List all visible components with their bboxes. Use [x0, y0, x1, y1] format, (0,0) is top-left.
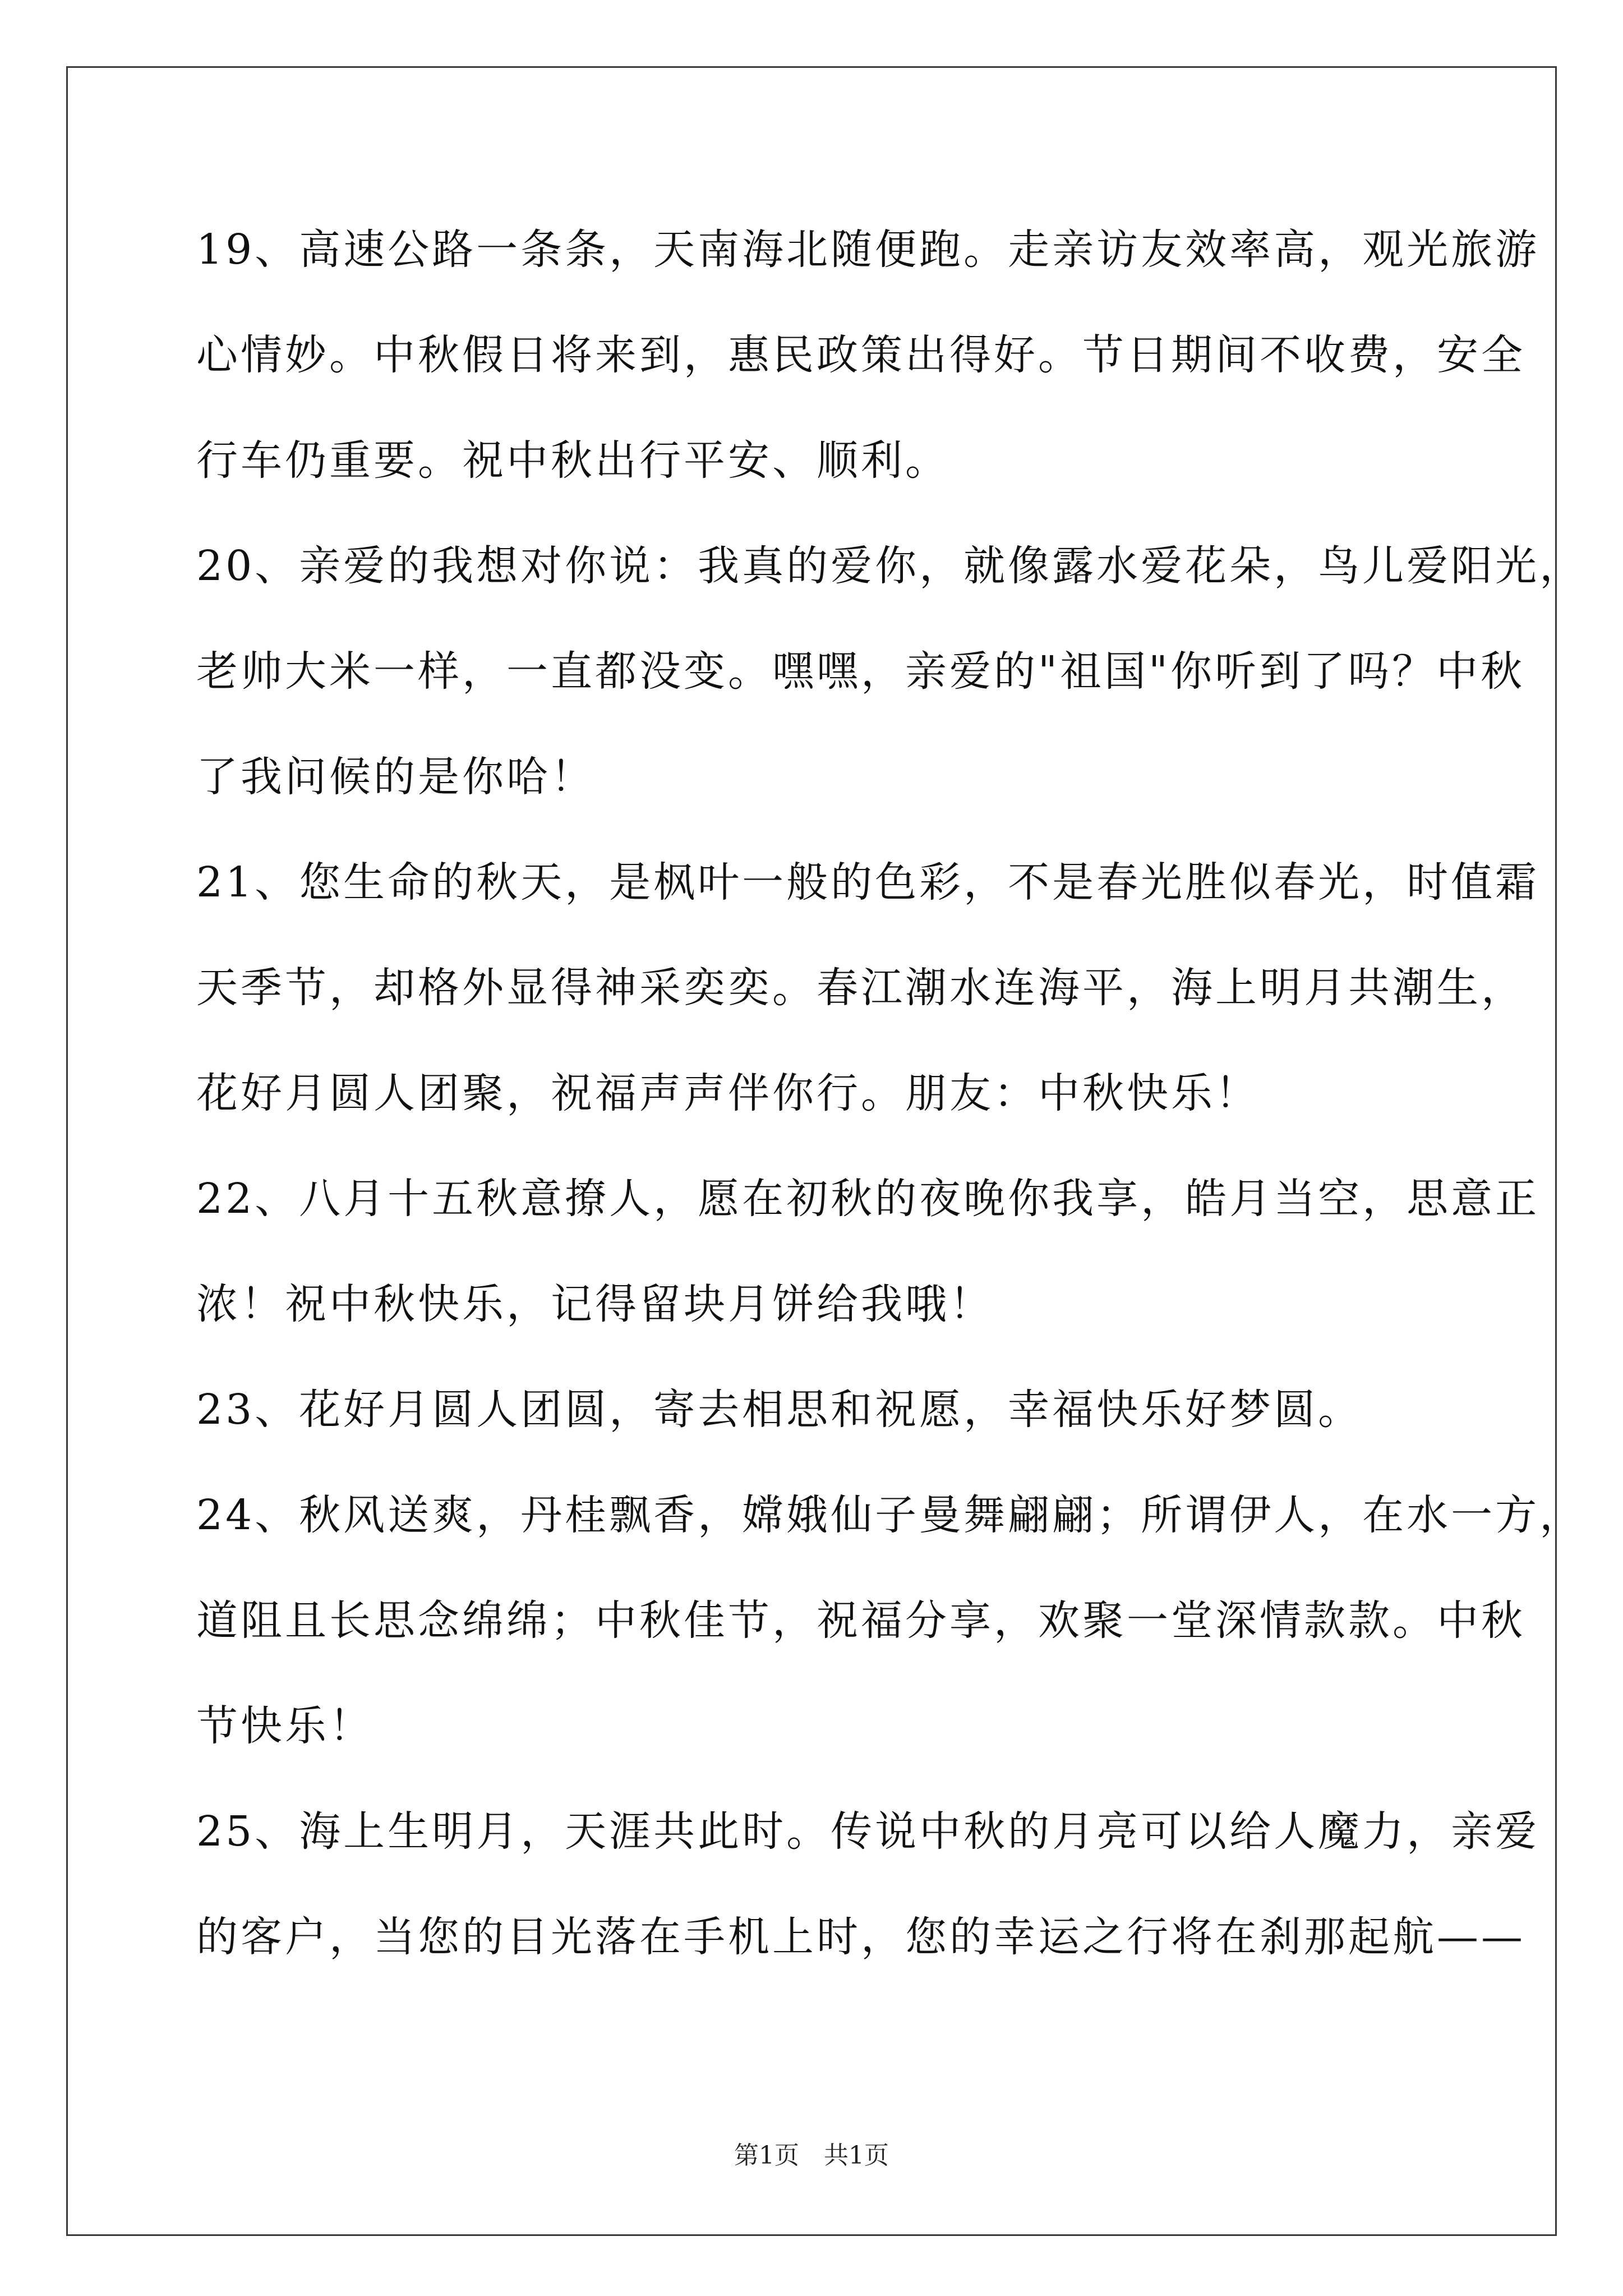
text-line: 25、海上生明月，天涯共此时。传说中秋的月亮可以给人魔力，亲爱: [196, 1807, 1540, 1856]
text-line: 节快乐！: [196, 1702, 374, 1750]
page-number-footer: 第1页 共1页: [734, 2141, 889, 2170]
text-line: 24、秋风送爽，丹桂飘香，嫦娥仙子曼舞翩翩；所谓伊人，在水一方，: [196, 1491, 1584, 1539]
text-line: 20、亲爱的我想对你说：我真的爱你，就像露水爱花朵，鸟儿爱阳光，: [196, 542, 1584, 590]
text-line: 行车仍重要。祝中秋出行平安、顺利。: [196, 436, 949, 485]
text-line: 了我问候的是你哈！: [196, 753, 595, 801]
text-line: 道阻且长思念绵绵；中秋佳节，祝福分享，欢聚一堂深情款款。中秋: [196, 1596, 1525, 1645]
text-line: 22、八月十五秋意撩人，愿在初秋的夜晚你我享，皓月当空，思意正: [196, 1175, 1540, 1223]
text-line: 的客户，当您的目光落在手机上时，您的幸运之行将在刹那起航——: [196, 1913, 1525, 1961]
text-line: 天季节，却格外显得神采奕奕。春江潮水连海平，海上明月共潮生，: [196, 964, 1525, 1012]
text-line: 23、花好月圆人团圆，寄去相思和祝愿，幸福快乐好梦圆。: [196, 1386, 1363, 1434]
text-line: 老帅大米一样，一直都没变。嘿嘿，亲爱的"祖国"你听到了吗？中秋: [196, 647, 1525, 696]
text-line: 19、高速公路一条条，天南海北随便跑。走亲访友效率高，观光旅游: [196, 226, 1540, 274]
text-line: 浓！祝中秋快乐，记得留块月饼给我哦！: [196, 1280, 994, 1328]
text-line: 21、您生命的秋天，是枫叶一般的色彩，不是春光胜似春光，时值霜: [196, 858, 1540, 907]
text-line: 心情妙。中秋假日将来到，惠民政策出得好。节日期间不收费，安全: [196, 331, 1525, 379]
text-line: 花好月圆人团聚，祝福声声伴你行。朋友：中秋快乐！: [196, 1069, 1260, 1117]
document-body: [196, 213, 1584, 2006]
